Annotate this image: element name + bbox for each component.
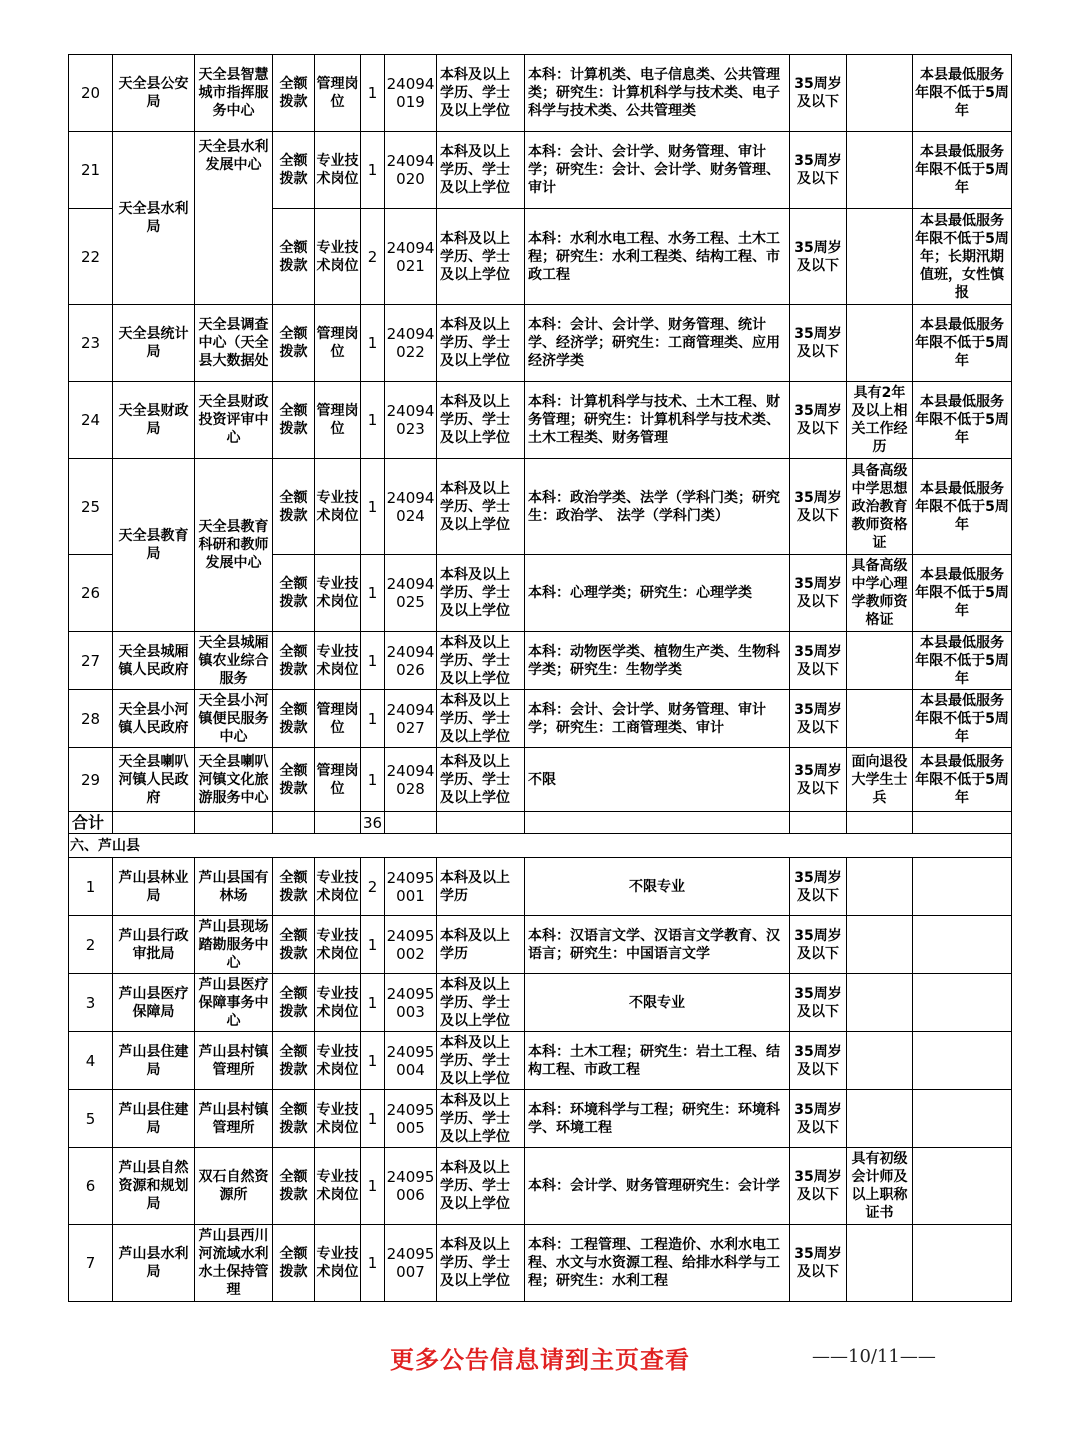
major-cell: 不限 xyxy=(525,748,790,812)
remark-cell: 本县最低服务年限不低于5周年 xyxy=(913,690,1012,748)
major-cell: 本科：会计、会计学、财务管理、审计学；研究生：会计、会计学、财务管理、审计 xyxy=(525,132,790,209)
funding-cell: 全额拨款 xyxy=(273,916,315,974)
major-cell: 本科：水利水电工程、水务工程、土木工程；研究生：水利工程类、结构工程、市政工程 xyxy=(525,209,790,305)
funding-cell: 全额拨款 xyxy=(273,209,315,305)
unit-cell: 天全县小河镇便民服务中心 xyxy=(195,690,273,748)
footer-note: 更多公告信息请到主页查看 xyxy=(390,1346,690,1374)
other-cell xyxy=(847,1225,913,1302)
post-type-cell: 管理岗位 xyxy=(315,55,361,132)
major-cell: 本科：计算机类、电子信息类、公共管理类；研究生：计算机科学与技术类、电子科学与技术类、公共管理类 xyxy=(525,55,790,132)
education-cell: 本科及以上学历 xyxy=(437,916,525,974)
education-cell: 本科及以上学历、学士及以上学位 xyxy=(437,305,525,382)
table-row xyxy=(69,916,1012,974)
education-cell: 本科及以上学历、学士及以上学位 xyxy=(437,1225,525,1302)
table-row xyxy=(69,1225,1012,1302)
major-cell: 本科：计算机科学与技术、土木工程、财务管理；研究生：计算机科学与技术类、土木工程类、财务管理 xyxy=(525,382,790,459)
table-row xyxy=(69,1148,1012,1225)
other-cell xyxy=(847,55,913,132)
page-number: ——10/11—— xyxy=(812,1346,936,1367)
funding-cell: 全额拨款 xyxy=(273,1225,315,1302)
code-cell: 24094028 xyxy=(385,748,437,812)
row-number: 24 xyxy=(69,382,113,459)
unit-cell: 天全县水利发展中心 xyxy=(195,132,273,305)
age-cell: 35周岁及以下 xyxy=(790,55,847,132)
table-row xyxy=(69,690,1012,748)
table-row xyxy=(69,858,1012,916)
major-cell: 本科：政治学类、法学（学科门类；研究生：政治学、 法学（学科门类） xyxy=(525,459,790,555)
major-cell: 不限专业 xyxy=(525,858,790,916)
remark-cell: 本县最低服务年限不低于5周年 xyxy=(913,55,1012,132)
age-cell: 35周岁及以下 xyxy=(790,1225,847,1302)
post-type-cell: 管理岗位 xyxy=(315,382,361,459)
remark-cell: 本县最低服务年限不低于5周年 xyxy=(913,132,1012,209)
other-cell xyxy=(847,1032,913,1090)
code-cell: 24094022 xyxy=(385,305,437,382)
other-cell xyxy=(847,974,913,1032)
age-cell: 35周岁及以下 xyxy=(790,555,847,632)
count-cell: 1 xyxy=(361,690,385,748)
age-cell: 35周岁及以下 xyxy=(790,1032,847,1090)
age-cell: 35周岁及以下 xyxy=(790,632,847,690)
department-cell: 芦山县自然资源和规划局 xyxy=(113,1148,195,1225)
funding-cell: 全额拨款 xyxy=(273,132,315,209)
age-cell: 35周岁及以下 xyxy=(790,305,847,382)
education-cell: 本科及以上学历、学士及以上学位 xyxy=(437,974,525,1032)
funding-cell: 全额拨款 xyxy=(273,305,315,382)
funding-cell: 全额拨款 xyxy=(273,632,315,690)
code-cell: 24094023 xyxy=(385,382,437,459)
row-number: 4 xyxy=(69,1032,113,1090)
post-type-cell: 专业技术岗位 xyxy=(315,974,361,1032)
funding-cell: 全额拨款 xyxy=(273,748,315,812)
code-cell: 24094025 xyxy=(385,555,437,632)
post-type-cell: 专业技术岗位 xyxy=(315,1090,361,1148)
count-cell: 1 xyxy=(361,1148,385,1225)
major-cell: 本科：汉语言文学、汉语言文学教育、汉语言；研究生：中国语言文学 xyxy=(525,916,790,974)
post-type-cell: 专业技术岗位 xyxy=(315,916,361,974)
code-cell: 24094027 xyxy=(385,690,437,748)
unit-cell: 天全县智慧城市指挥服务中心 xyxy=(195,55,273,132)
funding-cell: 全额拨款 xyxy=(273,55,315,132)
age-cell: 35周岁及以下 xyxy=(790,1090,847,1148)
funding-cell: 全额拨款 xyxy=(273,1090,315,1148)
funding-cell: 全额拨款 xyxy=(273,974,315,1032)
education-cell: 本科及以上学历、学士及以上学位 xyxy=(437,1148,525,1225)
unit-cell: 芦山县医疗保障事务中心 xyxy=(195,974,273,1032)
post-type-cell: 专业技术岗位 xyxy=(315,1032,361,1090)
post-type-cell: 专业技术岗位 xyxy=(315,858,361,916)
unit-cell: 天全县财政投资评审中心 xyxy=(195,382,273,459)
count-cell: 1 xyxy=(361,1225,385,1302)
age-cell: 35周岁及以下 xyxy=(790,209,847,305)
department-cell: 芦山县林业局 xyxy=(113,858,195,916)
unit-cell: 芦山县村镇管理所 xyxy=(195,1032,273,1090)
major-cell: 本科：会计、会计学、财务管理、审计学；研究生：工商管理类、审计 xyxy=(525,690,790,748)
unit-cell: 双石自然资源所 xyxy=(195,1148,273,1225)
post-type-cell: 管理岗位 xyxy=(315,690,361,748)
unit-cell: 天全县喇叭河镇文化旅游服务中心 xyxy=(195,748,273,812)
count-cell: 1 xyxy=(361,555,385,632)
age-cell: 35周岁及以下 xyxy=(790,690,847,748)
department-cell: 芦山县行政审批局 xyxy=(113,916,195,974)
education-cell: 本科及以上学历、学士及以上学位 xyxy=(437,1090,525,1148)
table-row xyxy=(69,748,1012,812)
unit-cell: 芦山县村镇管理所 xyxy=(195,1090,273,1148)
age-cell: 35周岁及以下 xyxy=(790,459,847,555)
code-cell: 24095007 xyxy=(385,1225,437,1302)
department-cell: 芦山县住建局 xyxy=(113,1032,195,1090)
department-cell: 芦山县水利局 xyxy=(113,1225,195,1302)
funding-cell: 全额拨款 xyxy=(273,555,315,632)
row-number: 5 xyxy=(69,1090,113,1148)
post-type-cell: 专业技术岗位 xyxy=(315,632,361,690)
post-type-cell: 专业技术岗位 xyxy=(315,1148,361,1225)
table-row xyxy=(69,382,1012,459)
age-cell: 35周岁及以下 xyxy=(790,382,847,459)
section-title: 六、芦山县 xyxy=(69,834,1012,858)
count-cell: 1 xyxy=(361,1090,385,1148)
code-cell: 24094020 xyxy=(385,132,437,209)
funding-cell: 全额拨款 xyxy=(273,690,315,748)
count-cell: 1 xyxy=(361,974,385,1032)
code-cell: 24094026 xyxy=(385,632,437,690)
other-cell: 具备高级中学思想政治教育教师资格证 xyxy=(847,459,913,555)
other-cell xyxy=(847,690,913,748)
major-cell: 本科：会计、会计学、财务管理、统计学、经济学；研究生：工商管理类、应用经济学类 xyxy=(525,305,790,382)
table-row xyxy=(69,974,1012,1032)
code-cell: 24095001 xyxy=(385,858,437,916)
row-number: 27 xyxy=(69,632,113,690)
table-row xyxy=(69,632,1012,690)
total-count: 36 xyxy=(361,812,385,834)
age-cell: 35周岁及以下 xyxy=(790,974,847,1032)
count-cell: 1 xyxy=(361,632,385,690)
other-cell xyxy=(847,916,913,974)
other-cell: 具有初级会计师及以上职称证书 xyxy=(847,1148,913,1225)
count-cell: 1 xyxy=(361,1032,385,1090)
remark-cell: 本县最低服务年限不低于5周年 xyxy=(913,632,1012,690)
funding-cell: 全额拨款 xyxy=(273,382,315,459)
code-cell: 24095005 xyxy=(385,1090,437,1148)
funding-cell: 全额拨款 xyxy=(273,1148,315,1225)
funding-cell: 全额拨款 xyxy=(273,1032,315,1090)
education-cell: 本科及以上学历 xyxy=(437,858,525,916)
row-number: 2 xyxy=(69,916,113,974)
code-cell: 24095002 xyxy=(385,916,437,974)
post-type-cell: 专业技术岗位 xyxy=(315,555,361,632)
other-cell xyxy=(847,209,913,305)
other-cell: 具备高级中学心理学教师资格证 xyxy=(847,555,913,632)
post-type-cell: 管理岗位 xyxy=(315,748,361,812)
other-cell xyxy=(847,1090,913,1148)
major-cell: 本科：动物医学类、植物生产类、生物科学类；研究生：生物学类 xyxy=(525,632,790,690)
code-cell: 24094021 xyxy=(385,209,437,305)
education-cell: 本科及以上学历、学士及以上学位 xyxy=(437,382,525,459)
code-cell: 24094024 xyxy=(385,459,437,555)
code-cell: 24095006 xyxy=(385,1148,437,1225)
major-cell: 本科：工程管理、工程造价、水利水电工程、水文与水资源工程、给排水科学与工程；研究生：水利工程 xyxy=(525,1225,790,1302)
remark-cell xyxy=(913,1032,1012,1090)
row-number: 20 xyxy=(69,55,113,132)
remark-cell xyxy=(913,974,1012,1032)
row-number: 25 xyxy=(69,459,113,555)
code-cell: 24095004 xyxy=(385,1032,437,1090)
funding-cell: 全额拨款 xyxy=(273,459,315,555)
unit-cell: 天全县调查中心（天全县大数据处 xyxy=(195,305,273,382)
row-number: 23 xyxy=(69,305,113,382)
row-number: 21 xyxy=(69,132,113,209)
education-cell: 本科及以上学历、学士及以上学位 xyxy=(437,690,525,748)
age-cell: 35周岁及以下 xyxy=(790,748,847,812)
table-row xyxy=(69,132,1012,209)
post-type-cell: 专业技术岗位 xyxy=(315,459,361,555)
row-number: 29 xyxy=(69,748,113,812)
remark-cell: 本县最低服务年限不低于5周年 xyxy=(913,555,1012,632)
other-cell: 面向退役大学生士兵 xyxy=(847,748,913,812)
other-cell xyxy=(847,305,913,382)
department-cell: 天全县教育局 xyxy=(113,459,195,632)
unit-cell: 芦山县国有林场 xyxy=(195,858,273,916)
count-cell: 1 xyxy=(361,55,385,132)
major-cell: 本科：会计学、财务管理研究生：会计学 xyxy=(525,1148,790,1225)
education-cell: 本科及以上学历、学士及以上学位 xyxy=(437,555,525,632)
count-cell: 1 xyxy=(361,382,385,459)
row-number: 7 xyxy=(69,1225,113,1302)
total-row xyxy=(69,812,1012,834)
code-cell: 24095003 xyxy=(385,974,437,1032)
major-cell: 不限专业 xyxy=(525,974,790,1032)
major-cell: 本科：环境科学与工程；研究生：环境科学、环境工程 xyxy=(525,1090,790,1148)
post-type-cell: 专业技术岗位 xyxy=(315,209,361,305)
age-cell: 35周岁及以下 xyxy=(790,916,847,974)
department-cell: 芦山县医疗保障局 xyxy=(113,974,195,1032)
count-cell: 2 xyxy=(361,858,385,916)
department-cell: 天全县统计局 xyxy=(113,305,195,382)
department-cell: 芦山县住建局 xyxy=(113,1090,195,1148)
education-cell: 本科及以上学历、学士及以上学位 xyxy=(437,459,525,555)
table-row xyxy=(69,1032,1012,1090)
unit-cell: 芦山县西川河流域水利水土保持管理 xyxy=(195,1225,273,1302)
education-cell: 本科及以上学历、学士及以上学位 xyxy=(437,1032,525,1090)
department-cell: 天全县财政局 xyxy=(113,382,195,459)
remark-cell: 本县最低服务年限不低于5周年 xyxy=(913,748,1012,812)
total-label: 合计 xyxy=(69,812,113,834)
remark-cell: 本县最低服务年限不低于5周年 xyxy=(913,305,1012,382)
education-cell: 本科及以上学历、学士及以上学位 xyxy=(437,209,525,305)
remark-cell xyxy=(913,1148,1012,1225)
post-type-cell: 专业技术岗位 xyxy=(315,1225,361,1302)
age-cell: 35周岁及以下 xyxy=(790,1148,847,1225)
row-number: 3 xyxy=(69,974,113,1032)
unit-cell: 天全县城厢镇农业综合服务 xyxy=(195,632,273,690)
remark-cell xyxy=(913,858,1012,916)
remark-cell: 本县最低服务年限不低于5周年 xyxy=(913,459,1012,555)
remark-cell xyxy=(913,1225,1012,1302)
section-header-row xyxy=(69,834,1012,858)
post-type-cell: 专业技术岗位 xyxy=(315,132,361,209)
count-cell: 1 xyxy=(361,748,385,812)
unit-cell: 天全县教育科研和教师发展中心 xyxy=(195,459,273,632)
other-cell xyxy=(847,132,913,209)
other-cell xyxy=(847,632,913,690)
row-number: 6 xyxy=(69,1148,113,1225)
unit-cell: 芦山县现场踏勘服务中心 xyxy=(195,916,273,974)
age-cell: 35周岁及以下 xyxy=(790,858,847,916)
other-cell xyxy=(847,858,913,916)
count-cell: 2 xyxy=(361,209,385,305)
age-cell: 35周岁及以下 xyxy=(790,132,847,209)
department-cell: 天全县小河镇人民政府 xyxy=(113,690,195,748)
count-cell: 1 xyxy=(361,132,385,209)
department-cell: 天全县公安局 xyxy=(113,55,195,132)
table-row xyxy=(69,459,1012,555)
education-cell: 本科及以上学历、学士及以上学位 xyxy=(437,632,525,690)
table-row xyxy=(69,55,1012,132)
code-cell: 24094019 xyxy=(385,55,437,132)
table-row xyxy=(69,305,1012,382)
count-cell: 1 xyxy=(361,305,385,382)
remark-cell: 本县最低服务年限不低于5周年 xyxy=(913,382,1012,459)
remark-cell xyxy=(913,916,1012,974)
count-cell: 1 xyxy=(361,459,385,555)
education-cell: 本科及以上学历、学士及以上学位 xyxy=(437,132,525,209)
funding-cell: 全额拨款 xyxy=(273,858,315,916)
row-number: 1 xyxy=(69,858,113,916)
remark-cell xyxy=(913,1090,1012,1148)
remark-cell: 本县最低服务年限不低于5周年；长期汛期值班，女性慎报 xyxy=(913,209,1012,305)
department-cell: 天全县水利局 xyxy=(113,132,195,305)
education-cell: 本科及以上学历、学士及以上学位 xyxy=(437,55,525,132)
education-cell: 本科及以上学历、学士及以上学位 xyxy=(437,748,525,812)
table-row xyxy=(69,1090,1012,1148)
count-cell: 1 xyxy=(361,916,385,974)
recruitment-table xyxy=(68,54,1012,1302)
department-cell: 天全县城厢镇人民政府 xyxy=(113,632,195,690)
row-number: 22 xyxy=(69,209,113,305)
row-number: 26 xyxy=(69,555,113,632)
row-number: 28 xyxy=(69,690,113,748)
post-type-cell: 管理岗位 xyxy=(315,305,361,382)
major-cell: 本科：心理学类；研究生：心理学类 xyxy=(525,555,790,632)
department-cell: 天全县喇叭河镇人民政府 xyxy=(113,748,195,812)
major-cell: 本科：土木工程；研究生：岩土工程、结构工程、市政工程 xyxy=(525,1032,790,1090)
other-cell: 具有2年及以上相关工作经历 xyxy=(847,382,913,459)
